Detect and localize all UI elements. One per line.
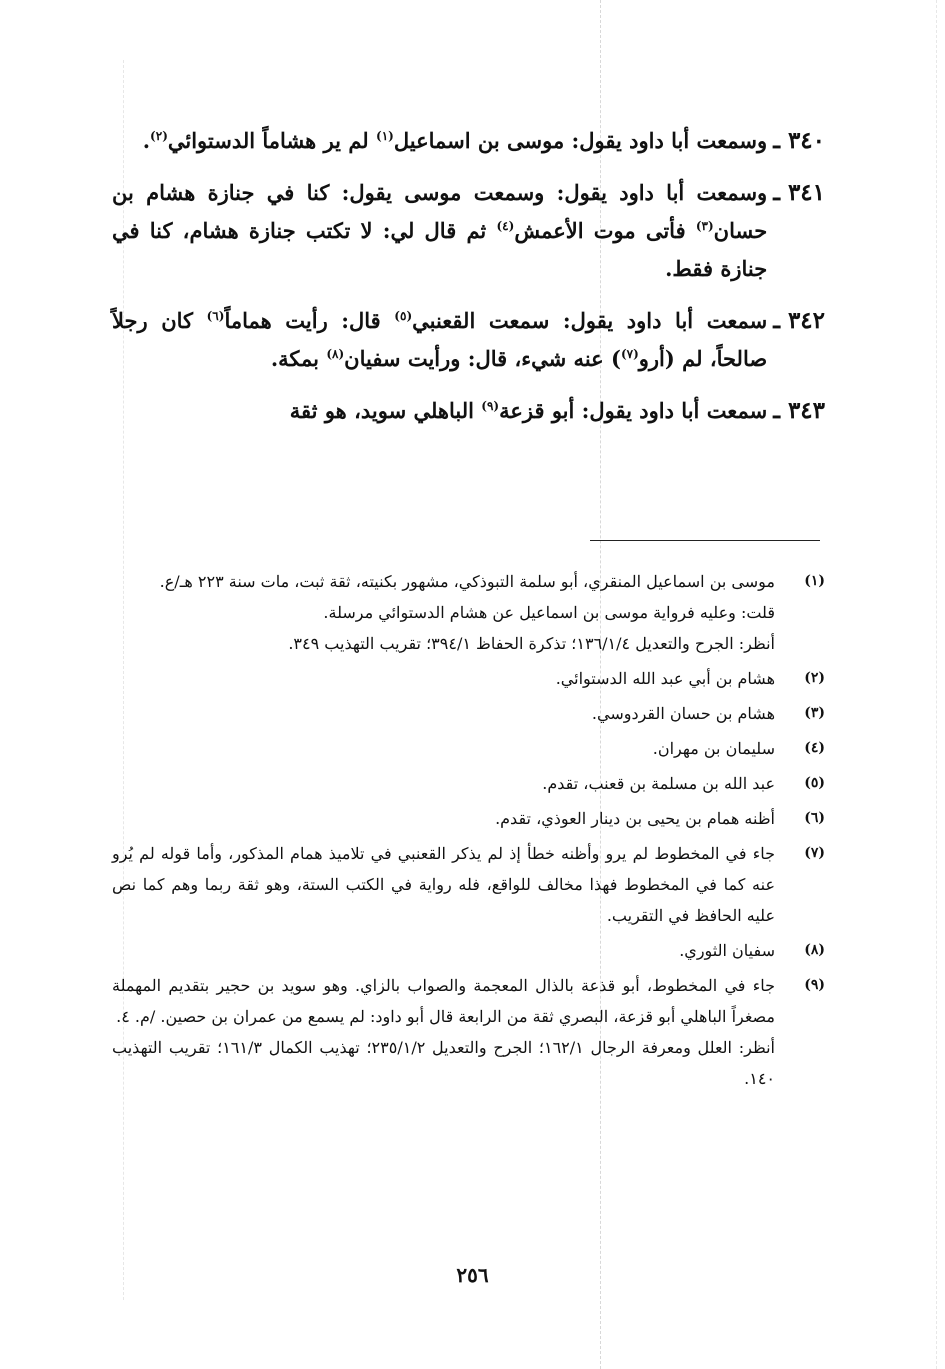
footnote — [112, 663, 825, 694]
entry-text-segment: الباهلي سويد، هو ثقة — [289, 398, 482, 423]
footnote-ref: (٩) — [481, 399, 500, 413]
footnote-paragraph: هشام بن أبي عبد الله الدستوائي. — [555, 669, 775, 688]
footnote-number: (٥) — [804, 775, 825, 791]
footnote-number: (٤) — [804, 740, 825, 756]
footnote — [112, 935, 825, 966]
footnote-paragraph: أنظر: العلل ومعرفة الرجال ١٦٢/١؛ الجرح والتعديل ٢٣٥/١/٢؛ تهذيب الكمال ١٦١/٣؛ تقريب التهذيب ١٤٠. — [112, 1038, 775, 1088]
entry-text-segment: قال: رأيت هماماً — [224, 308, 395, 333]
page-number: ٢٥٦ — [456, 1263, 489, 1287]
text-entry — [112, 302, 825, 378]
footnote — [112, 733, 825, 764]
entry-text-segment: ثم قال لي: لا تكتب جنازة هشام، كنا في جنازة فقط. — [112, 218, 768, 281]
entry-text-segment: سمعت أبا داود يقول: أبو قزعة — [499, 398, 768, 423]
entry-number: ٣٤٣ ـ — [773, 397, 825, 424]
footnote — [112, 803, 825, 834]
footnote — [112, 698, 825, 729]
footnote-ref: (٦) — [206, 309, 225, 323]
scan-guide-line — [936, 0, 937, 1369]
entry-number: ٣٤٢ ـ — [773, 307, 825, 334]
entry-text-segment: ) عنه شيء، قال: ورأيت سفيان — [344, 346, 621, 371]
entry-text-segment: فأتى موت الأعمش — [514, 218, 696, 243]
footnote-body — [112, 733, 775, 764]
footnote-body — [112, 698, 775, 729]
footnote-paragraph: جاء في المخطوط، أبو قذعة بالذال المعجمة والصواب بالزاي. وهو سويد بن حجير بتقديم المهملة مصغراً الباهلي أبو قزعة، البصري ثقة من الرابعة قال أبو داود: لم يسمع من عمران بن حصين. /م. ٤. — [112, 976, 775, 1026]
footnote-ref: (١) — [376, 129, 394, 143]
entry-text — [112, 174, 767, 288]
entry-text-segment: وسمعت أبا داود يقول: وسمعت موسى يقول: كنا في جنازة هشام بن حسان — [112, 180, 768, 243]
footnote-ref: (٢) — [150, 129, 168, 143]
footnote-ref: (٨) — [326, 347, 345, 361]
entry-number: ٣٤٠ ـ — [773, 127, 825, 154]
footnote-body — [112, 803, 775, 834]
footnote — [112, 838, 825, 931]
footnote-ref: (٣) — [695, 219, 714, 233]
entry-text-segment: . — [142, 128, 151, 153]
footnote-paragraph: موسى بن اسماعيل المنقري، أبو سلمة التبوذكي، مشهور بكنيته، ثقة ثبت، مات سنة ٢٢٣ هـ/ع. — [159, 572, 775, 591]
footnote-ref: (٧) — [620, 347, 639, 361]
footnote-number: (٨) — [804, 942, 825, 958]
main-text — [112, 122, 825, 444]
entry-text-segment: سمعت أبا داود يقول: سمعت القعنبي — [412, 308, 768, 333]
footnote-paragraph: أظنه همام بن يحيى بن دينار العوذي، تقدم. — [495, 809, 775, 828]
text-entry — [112, 174, 825, 288]
footnote-body — [112, 768, 775, 799]
entry-text-segment: وسمعت أبا داود يقول: موسى بن اسماعيل — [393, 128, 768, 153]
footnote — [112, 970, 825, 1094]
footnote-number: (٧) — [804, 845, 825, 861]
entry-text — [112, 122, 767, 160]
footnote-number: (٦) — [804, 810, 825, 826]
footnote-paragraph: قلت: وعليه فرواية موسى بن اسماعيل عن هشام الدستوائي مرسلة. — [323, 603, 775, 622]
footnote-ref: (٤) — [496, 219, 515, 233]
entry-text-segment: كان رجلاً صالحاً، لم (أرو — [112, 308, 768, 371]
footnote-separator — [590, 540, 820, 541]
footnote-paragraph: أنظر: الجرح والتعديل ١٣٦/١/٤؛ تذكرة الحفاظ ٣٩٤/١؛ تقريب التهذيب ٣٤٩. — [288, 634, 775, 653]
footnote-paragraph: جاء في المخطوط لم يرو وأظنه خطأ إذ لم يذكر القعنبي في تلاميذ همام المذكور، وأما قوله لم يُرو عنه كما في المخطوط فهذا مخالف للواقع، فله رواية في الكتب الستة، وهو ثقة ربما وهم كما نص عليه الحافظ في التقريب. — [112, 844, 775, 925]
footnote-number: (١) — [804, 573, 825, 589]
footnotes — [112, 566, 825, 1098]
footnote — [112, 566, 825, 659]
entry-text — [112, 302, 767, 378]
text-entry — [112, 122, 825, 160]
entry-text-segment: بمكة. — [270, 346, 327, 371]
entry-number: ٣٤١ ـ — [773, 179, 825, 206]
footnote-body — [112, 838, 775, 931]
footnote-body — [112, 663, 775, 694]
footnote-paragraph: سليمان بن مهران. — [652, 739, 775, 758]
footnote-number: (٢) — [804, 670, 825, 686]
text-entry — [112, 392, 825, 430]
entry-text-segment: لم ير هشاماً الدستوائي — [167, 128, 376, 153]
footnote — [112, 768, 825, 799]
footnote-ref: (٥) — [394, 309, 413, 323]
footnote-number: (٣) — [804, 705, 825, 721]
footnote-body — [112, 970, 775, 1094]
footnote-paragraph: هشام بن حسان القردوسي. — [591, 704, 775, 723]
footnote-paragraph: عبد الله بن مسلمة بن قعنب، تقدم. — [542, 774, 775, 793]
footnote-paragraph: سفيان الثوري. — [679, 941, 775, 960]
entry-text — [112, 392, 767, 430]
footnote-body — [112, 566, 775, 659]
footnote-number: (٩) — [804, 977, 825, 993]
footnote-body — [112, 935, 775, 966]
